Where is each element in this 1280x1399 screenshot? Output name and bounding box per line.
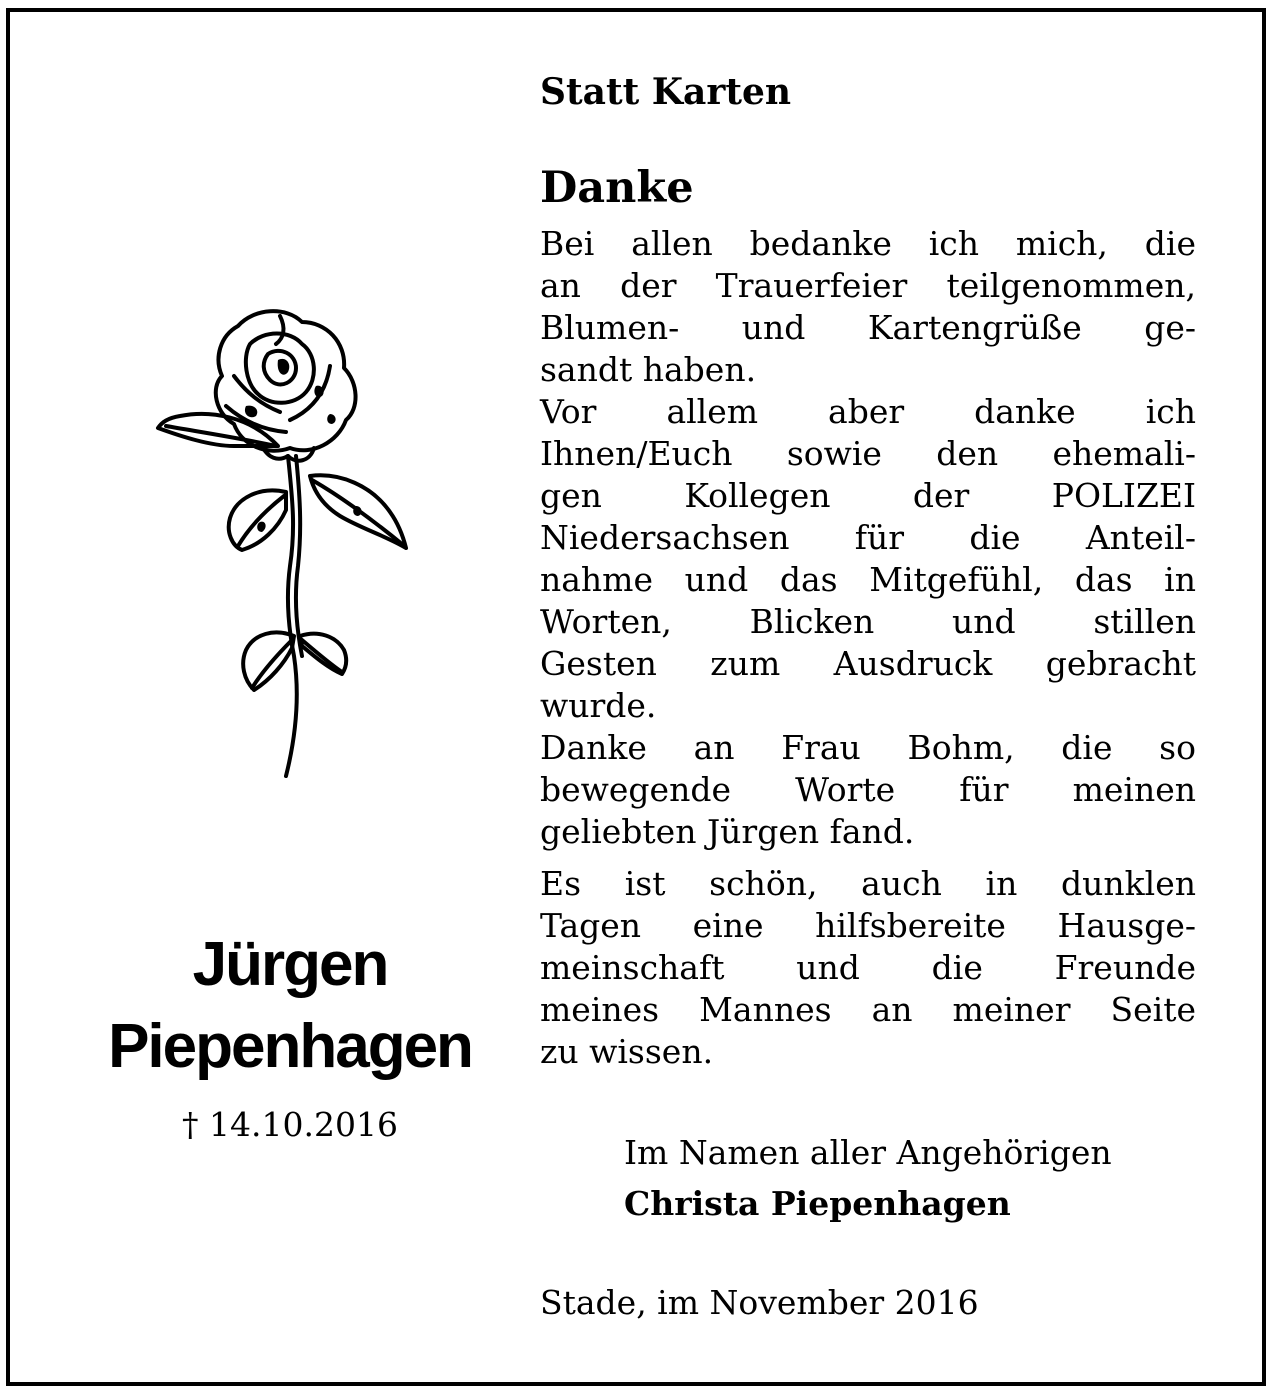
text-line: sandt haben. xyxy=(540,350,757,389)
text-line: Gesten zum Ausdruck gebracht xyxy=(540,644,1196,683)
closing-line: Im Namen aller Angehörigen xyxy=(624,1133,1112,1172)
text-line: meines Mannes an meiner Seite xyxy=(540,990,1196,1029)
thanks-paragraph-2 xyxy=(540,391,1196,727)
rose-drawing-icon xyxy=(150,296,440,796)
thanks-paragraph-1 xyxy=(540,223,1196,391)
text-line: Worten, Blicken und stillen xyxy=(540,602,1196,641)
thanks-paragraph-3 xyxy=(540,727,1196,853)
text-line: bewegende Worte für meinen xyxy=(540,770,1196,809)
text-line: an der Trauerfeier teilgenommen, xyxy=(540,266,1196,305)
text-line: zu wissen. xyxy=(540,1032,714,1071)
deceased-first-name: Jürgen xyxy=(192,930,388,999)
text-line: gen Kollegen der POLIZEI xyxy=(540,476,1196,515)
text-line: wurde. xyxy=(540,686,657,725)
text-line: meinschaft und die Freunde xyxy=(540,948,1196,987)
notice-header: Statt Karten xyxy=(540,71,792,113)
text-line: Es ist schön, auch in dunklen xyxy=(540,864,1196,903)
text-line: Ihnen/Euch sowie den ehemali- xyxy=(540,434,1196,473)
text-line: Bei allen bedanke ich mich, die xyxy=(540,224,1196,263)
thanks-paragraph-4 xyxy=(540,863,1196,1073)
deceased-last-name: Piepenhagen xyxy=(108,1012,472,1081)
text-line: geliebten Jürgen fand. xyxy=(540,812,915,851)
text-line: nahme und das Mitgefühl, das in xyxy=(540,560,1196,599)
text-line: Niedersachsen für die Anteil- xyxy=(540,518,1196,557)
text-line: Danke an Frau Bohm, die so xyxy=(540,728,1196,767)
death-date: † 14.10.2016 xyxy=(182,1105,398,1144)
text-line: Tagen eine hilfsbereite Hausge- xyxy=(540,906,1196,945)
text-line: Vor allem aber danke ich xyxy=(540,392,1196,431)
text-line: Blumen- und Kartengrüße ge- xyxy=(540,308,1196,347)
signatory-name: Christa Piepenhagen xyxy=(624,1184,1011,1223)
place-date: Stade, im November 2016 xyxy=(540,1283,979,1322)
notice-heading: Danke xyxy=(540,163,694,213)
